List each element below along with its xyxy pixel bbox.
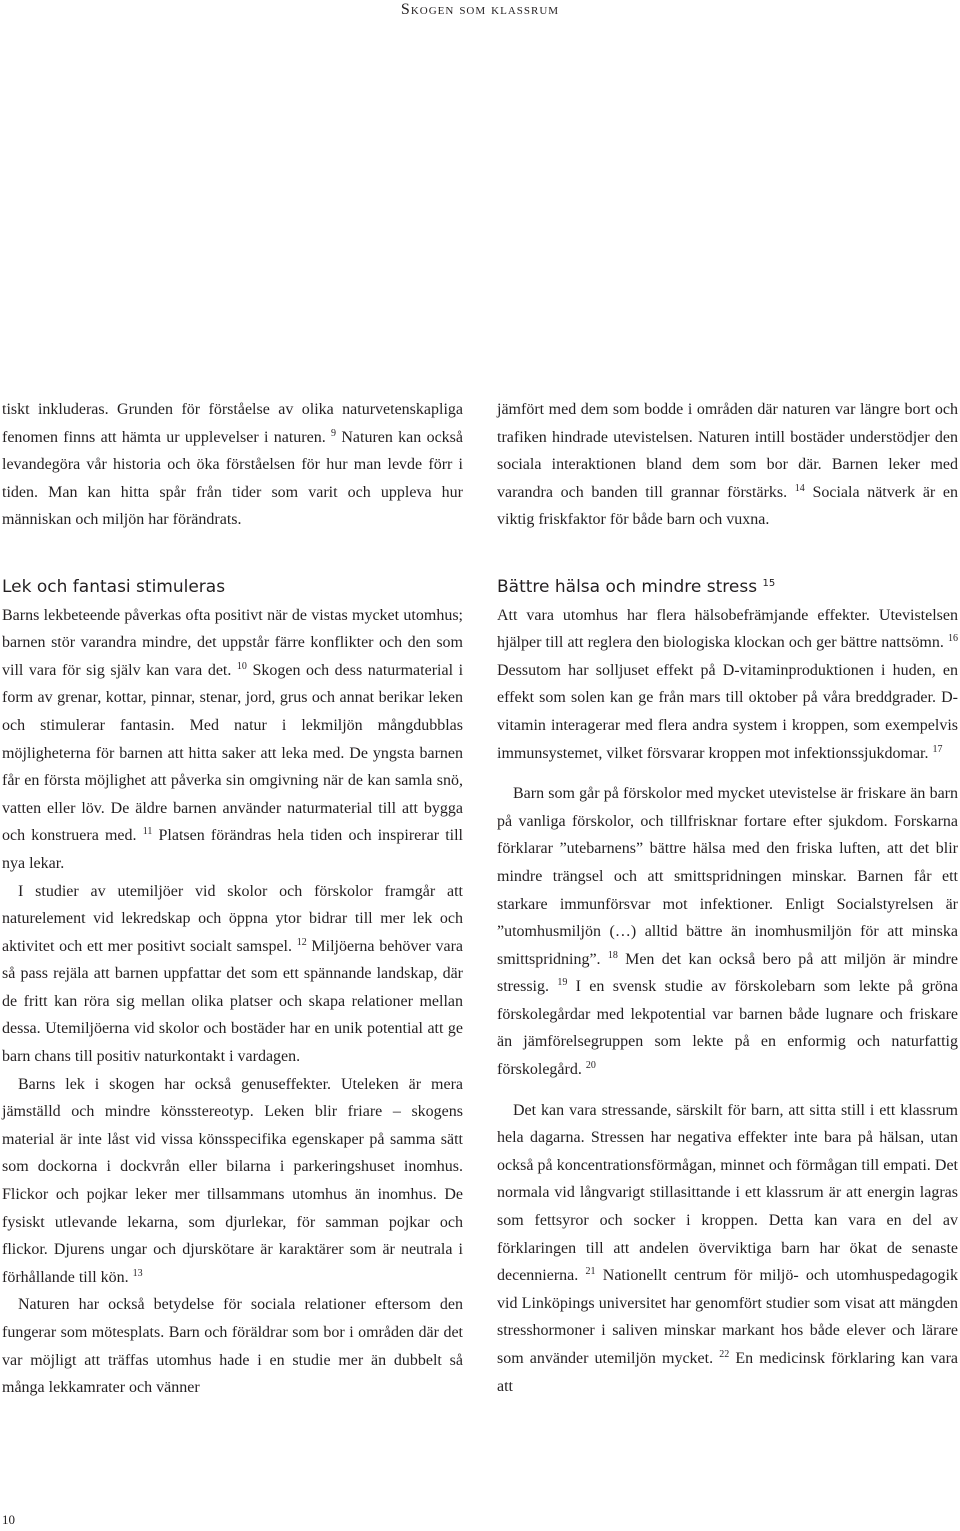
footnote-ref: 21 (585, 1266, 596, 1278)
paragraph-lek-3 (2, 1071, 463, 1292)
paragraph-halsa-1 (497, 602, 958, 768)
footnote-ref: 14 (794, 482, 805, 494)
footnote-ref: 18 (607, 949, 618, 961)
paragraph-halsa-2 (497, 780, 958, 1084)
text-span: tiskt inkluderas. Grunden för förståelse av olika naturvetenskapliga fenomen finns att hämta ur upplevelser i naturen. (2, 401, 463, 446)
footnote-ref: 13 (132, 1267, 143, 1279)
page-number: 10 (2, 1512, 15, 1527)
text-span: Sociala nätverk är en viktig friskfaktor för både barn och vuxna. (497, 483, 958, 529)
footnote-ref: 16 (948, 633, 958, 645)
text-span: Men det kan också bero på att miljön är mindre stressig. (497, 950, 958, 996)
text-span: Naturen kan också levandegöra vår historia och öka förståelsen för hur man levde förr i tiden. Man kan hitta spår från tider som varit och uppleva hur människan och miljön har förändrats. (2, 428, 464, 529)
footnote-ref: 19 (557, 977, 568, 989)
footnote-ref: 9 (331, 427, 337, 439)
text-span: I studier av utemiljöer vid skolor och förskolor framgår att naturelement vid lekredskap och öppna ytor bidrar till mer lek och aktivitet och ett mer positivt socialt samspel. (2, 882, 463, 955)
intro-paragraph-right (497, 396, 958, 534)
paragraph-lek-4: Naturen har också betydelse för sociala relationer eftersom den fungerar som mötesplats. Barn och föräldrar som bor i områden där det var möjligt att träffas utomhus hade i en studie mer än dubbelt så många lekkamrater och vänner (2, 1296, 463, 1397)
text-span: Dessutom har solljuset effekt på D-vitaminproduktionen i huden, en effekt som solen kan ge från mars till oktober på våra breddgrader. D-vitamin interagerar med flera andra system i kroppen, som exempelvis immunsystemet, vilket försvarar kroppen mot infektionssjukdomar. (497, 661, 958, 762)
text-span: Platsen förändras hela tiden och inspirerar till nya lekar. (2, 827, 463, 872)
left-column (2, 396, 463, 1402)
paragraph-halsa-3 (497, 1097, 958, 1401)
text-span: Barn som går på förskolor med mycket utevistelse är friskare än barn på vanliga förskolor, och tillfrisknar fortare efter sjukdom. Forskarna förklarar ”utebarnens” bättre hälsa med den friska luften, att det blir mindre trängsel och att smittspridningen minskar. Barnen får ett starkare immunförsvar mot infektioner. Enligt Socialstyrelsen är ”utomhusmiljön (…) alltid bättre än inomhusmiljön för att minska smittspridning”. (497, 785, 958, 968)
section-heading-halsa (497, 574, 958, 602)
running-head: Skogen som klassrum (400, 1, 560, 18)
text-span: Barns lekbeteende påverkas ofta positivt när de vistas mycket utomhus; barnen stör varandra mindre, det uppstår färre konflikter och den som vill vara för sig själv kan vara det. (2, 606, 463, 679)
text-span: Miljöerna behöver vara så pass rejäla att barnen uppfattar det som ett spännande landskap, där de fritt kan röra sig mellan olika platser och skapa relationer mellan dessa. Utemiljöerna vid skolor och bostäder har en unik potential att ge barn chans till positiv naturkontakt i vardagen. (2, 937, 464, 1066)
text-span: En medicinsk förklaring kan vara att (497, 1350, 958, 1395)
text-span: I en svensk studie av förskolebarn som lekte på gröna förskolegårdar med lekpotential var barnen både lugnare och friskare än jämförelsegruppen som lekte på en enformig och naturfattig förskolegård. (497, 978, 958, 1079)
text-span: Barns lek i skogen har också genuseffekter. Uteleken är mera jämställd och mindre könsstereotyp. Leken blir friare – skogens material är inte låst vid vissa könsspecifika egenskaper på samma sätt som dockorna i dockvrån eller bilarna i parkeringshuset inomhus. Flickor och pojkar leker mer tillsammans utomhus än inomhus. De fysiskt utlevande lekarna, som djurlekar, för samman pojkar och flickor. Djurens ungar och djurskötare är karaktärer som är neutrala i förhållande till kön. (2, 1075, 463, 1286)
text-span: jämfört med dem som bodde i områden där naturen var längre bort och trafiken hindrade utevistelsen. Naturen intill bostäder understödjer den sociala interaktionen bland dem som bor där. Barnen leker med varandra och banden till grannar förstärks. (497, 401, 958, 501)
heading-text: Bättre hälsa och mindre stress (497, 576, 758, 597)
footnote-ref: 10 (236, 660, 247, 672)
text-span: Skogen och dess naturmaterial i form av grenar, kottar, pinnar, stenar, jord, grus och annat berikar leken och stimulerar fantasin. Med natur i lekmiljön mångdubblas möjligheterna för barnen att hitta saker att leka med. De yngsta barnen får en första möjlighet att påverka sin omgivning när de kan samla snö, vatten eller löv. De äldre barnen använder naturmaterial till att bygga och konstruera med. (2, 661, 464, 845)
text-span: Det kan vara stressande, särskilt för barn, att sitta still i ett klassrum hela dagarna. Stressen har negativa effekter inte bara på hälsan, utan också på koncentrationsförmågan, minnet och förmågan till empati. Det normala vid långvarigt stillasittande i ett klassrum är att energin lagras som fettsyror och socker i kroppen. Detta kan vara en del av förklaringen till att andelen överviktiga barn har ökat de senaste decennierna. (497, 1101, 958, 1285)
footnote-ref: 12 (296, 936, 307, 948)
intro-paragraph (2, 396, 463, 534)
footnote-ref: 17 (932, 743, 943, 755)
right-column (497, 396, 958, 1400)
text-span: Att vara utomhus har flera hälsobefrämjande effekter. Utevistelsen hjälper till att reglera den biologiska klockan och ger bättre nattsömn. (497, 606, 958, 652)
footnote-ref: 22 (719, 1349, 730, 1360)
section-heading-lek: Lek och fantasi stimuleras (2, 576, 226, 597)
paragraph-lek-1 (2, 602, 463, 878)
footnote-ref: 20 (585, 1060, 596, 1072)
text-span: Nationellt centrum för miljö- och utomhuspedagogik vid Linköpings universitet har genomfört studier som visat att mängden stresshormoner i saliven minskar markant hos både elever och lärare som använder utemiljön mycket. (497, 1267, 959, 1367)
footnote-ref: 11 (142, 826, 153, 838)
paragraph-lek-2 (2, 878, 463, 1071)
footnote-ref: 15 (762, 577, 776, 589)
